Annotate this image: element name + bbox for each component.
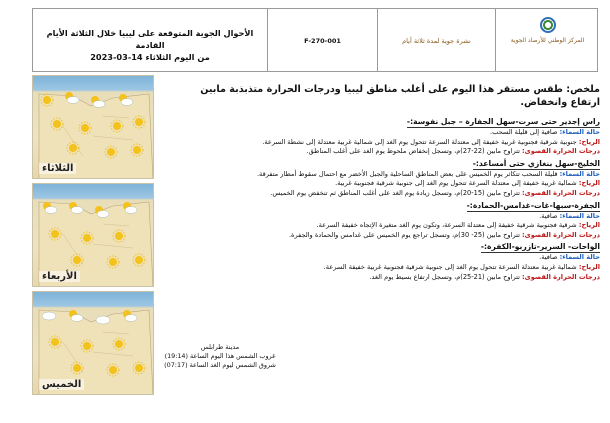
wind-label: الرياح: <box>578 221 600 230</box>
sky-line <box>168 170 600 180</box>
temp-label: درجات الحرارة القصوى: <box>522 230 600 239</box>
bulletin-header <box>32 8 598 72</box>
temp-line <box>168 273 600 283</box>
wind-value: شمالية غربية خفيفة إلى معتدلة السرعة تتحول يوم الغد إلى جنوبية شرقية فجنوبية غربية. <box>335 179 577 188</box>
forecast-map-day-3 <box>32 291 154 395</box>
wind-value: شمالية غربية معتدلة السرعة تتحول يوم الغد إلى جنوبية شرقية فجنوبية غربية خفيفة السرعة. <box>323 262 577 271</box>
region-title: الواحات- السرير-تازربو-الكفرة:- <box>480 242 600 252</box>
header-title-cell <box>33 9 267 71</box>
sky-value: قليلة السحب تتكاثر يوم الخميس على بعض المناطق الساحلية والجبل الأخضر مع احتمال سقوط أمطار متفرقة. <box>256 169 558 178</box>
bulletin-date: من اليوم الثلاثاء 14-03-2023 <box>90 52 210 62</box>
temp-line <box>168 231 600 241</box>
map-day-label: الأربعاء <box>39 271 80 282</box>
sky-value: صافية. <box>539 211 558 220</box>
sky-label: حالة السماء: <box>559 253 600 262</box>
sun-times <box>162 343 278 370</box>
temp-value: تتراوح مابين (15-20)م، وتسجل زيادة يوم الغد على أغلب المناطق ثم تنخفض يوم الخميس. <box>270 188 520 197</box>
temp-label: درجات الحرارة القصوى: <box>522 147 600 156</box>
wind-line <box>168 138 600 148</box>
document-code: F-270-001 <box>267 9 377 71</box>
cloud-icon <box>42 312 56 320</box>
wind-line <box>168 179 600 189</box>
organization-cell <box>495 9 599 71</box>
sky-line <box>168 128 600 138</box>
region-block <box>168 199 600 241</box>
temp-value: تتراوح مابين (25- 30)م، وتسجل تراجع يوم الخميس على غدامس والحمادة والجفرة. <box>288 230 520 239</box>
wind-label: الرياح: <box>578 137 600 146</box>
forecast-maps-column <box>32 75 154 397</box>
document-type: نشرة جوية لمدة ثلاثة أيام <box>377 9 495 71</box>
wind-value: جنوبية شرقية فجنوبية غربية خفيفة إلى معتدلة السرعة تتحول يوم الغد إلى شمالية غربية معتدلة إلى نشطة السرعة. <box>262 137 577 146</box>
region-title: الجفرة-سبها-غات-غدامس-الحمادة:- <box>466 200 600 210</box>
sky-value: صافية إلى قليلة السحب. <box>490 128 558 136</box>
bulletin-title: الأحوال الجوية المتوقعة على ليبيا خلال الثلاثة الأيام القادمة <box>46 28 254 50</box>
map-day-label: الثلاثاء <box>39 163 76 174</box>
sun-times-city: مدينة طرابلس <box>200 343 240 351</box>
region-block <box>168 115 600 157</box>
organization-name: المركز الوطني للأرصاد الجوية <box>510 37 585 44</box>
wind-label: الرياح: <box>578 179 600 188</box>
regional-forecast <box>168 115 600 282</box>
temp-label: درجات الحرارة القصوى: <box>522 188 600 197</box>
map-day-label: الخميس <box>39 379 84 390</box>
region-block <box>168 240 600 282</box>
wind-label: الرياح: <box>578 262 600 271</box>
wind-line <box>168 221 600 231</box>
sky-label: حالة السماء: <box>559 169 600 178</box>
region-title: راس إجدير حتى سرت-سهل الجفارة – جبل نفوسة:- <box>406 117 600 126</box>
region-block <box>168 157 600 199</box>
temp-label: درجات الحرارة القصوى: <box>522 272 600 281</box>
organization-logo-icon <box>540 17 556 33</box>
sky-value: صافية. <box>539 253 558 262</box>
sky-line <box>168 253 600 263</box>
sunset-time: غروب الشمس هذا اليوم الساعة (19:14) <box>164 352 276 360</box>
wind-value: شرقية فجنوبية شرقية خفيفة إلى معتدلة السرعة، وتكون يوم الغد متغيرة الإتجاه خفيفة السرعة. <box>316 221 577 230</box>
forecast-map-day-2 <box>32 183 154 287</box>
cloud-icon <box>96 316 110 324</box>
forecast-summary: ملخص: طقس مستقر هذا اليوم على أغلب مناطق ليبيا ودرجات الحرارة متذبذبة مابين ارتفاع وانخفاض. <box>200 84 600 108</box>
forecast-map-day-1 <box>32 75 154 179</box>
sunrise-time: شروق الشمس ليوم الغد الساعة (07:17) <box>164 361 276 369</box>
sky-label: حالة السماء: <box>559 211 600 220</box>
temp-line <box>168 189 600 199</box>
temp-value: تتراوح مابين (21-25)م، وتسجل ارتفاع بسيط يوم الغد. <box>369 272 520 281</box>
region-title: الخليج-سهل بنغازي حتى أمساعد:- <box>472 158 600 168</box>
sky-label: حالة السماء: <box>559 128 600 136</box>
wind-line <box>168 263 600 273</box>
temp-value: تتراوح مابين (22-27)م، وتسجل إنخفاض ملحوظ يوم الغد على أغلب المناطق. <box>306 147 520 156</box>
sky-line <box>168 212 600 222</box>
temp-line <box>168 147 600 157</box>
